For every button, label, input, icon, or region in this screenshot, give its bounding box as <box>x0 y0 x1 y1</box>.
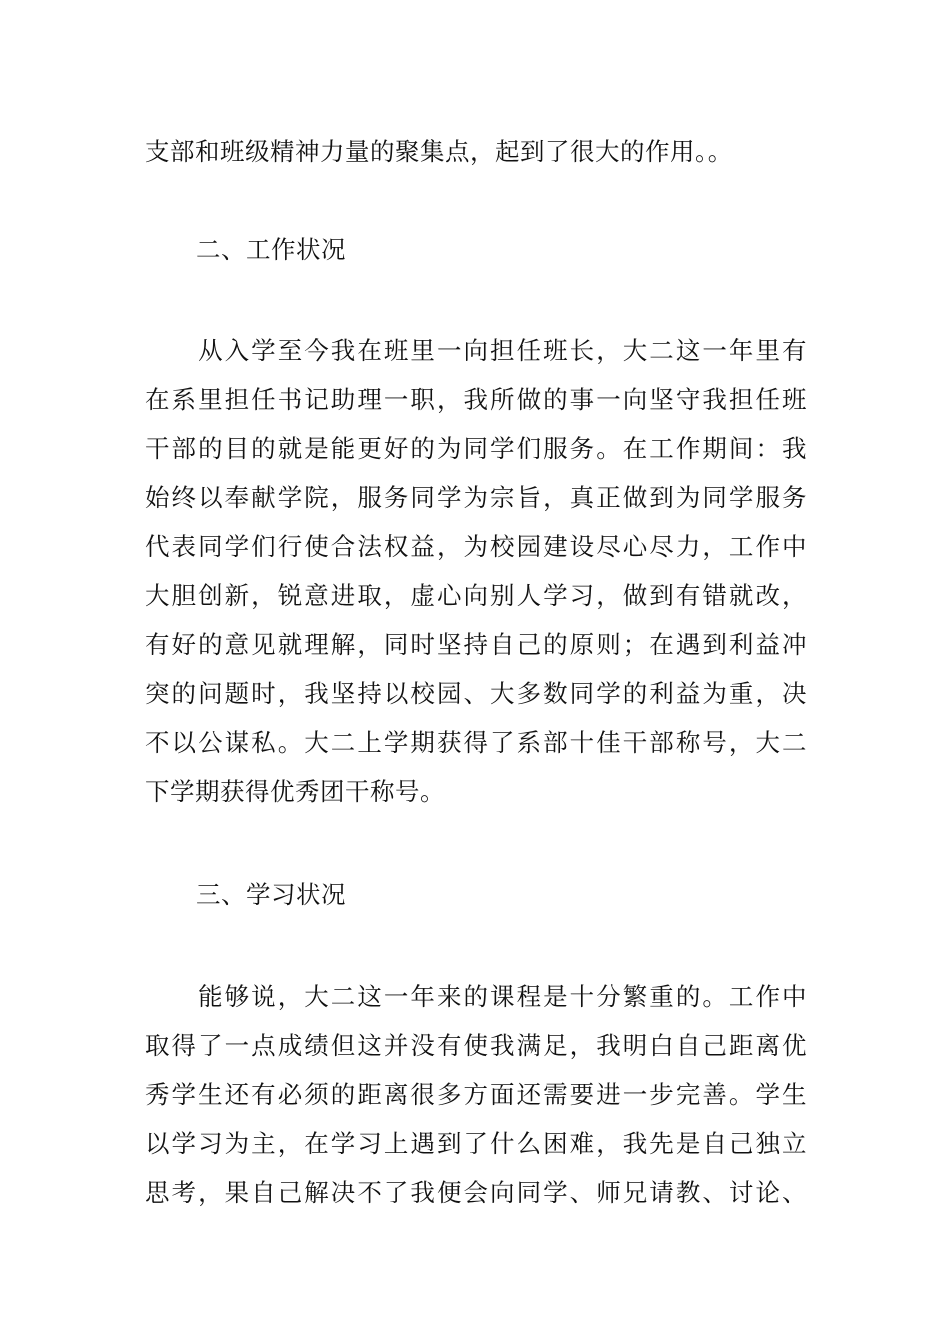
paragraph-line: 不以公谋私。大二上学期获得了系部十佳干部称号，大二 <box>145 728 807 757</box>
paragraph-line: 下学期获得优秀团干称号。 <box>145 777 445 806</box>
paragraph-line: 在系里担任书记助理一职，我所做的事一向坚守我担任班 <box>145 385 807 414</box>
intro-line: 支部和班级精神力量的聚集点，起到了很大的作用。。 <box>145 137 733 166</box>
paragraph-line: 思考，果自己解决不了我便会向同学、师兄请教、讨论、 <box>145 1178 807 1207</box>
section-heading-study: 三、学习状况 <box>196 880 346 909</box>
paragraph-line: 突的问题时，我坚持以校园、大多数同学的利益为重，决 <box>145 679 807 708</box>
paragraph-line: 从入学至今我在班里一向担任班长，大二这一年里有 <box>145 336 807 365</box>
paragraph-line: 大胆创新，锐意进取，虚心向别人学习，做到有错就改， <box>145 581 807 610</box>
paragraph-line: 秀学生还有必须的距离很多方面还需要进一步完善。学生 <box>145 1080 807 1109</box>
paragraph-line: 能够说，大二这一年来的课程是十分繁重的。工作中 <box>145 982 807 1011</box>
paragraph-line: 始终以奉献学院，服务同学为宗旨，真正做到为同学服务 <box>145 483 807 512</box>
paragraph-line: 有好的意见就理解，同时坚持自己的原则；在遇到利益冲 <box>145 630 807 659</box>
section-heading-work: 二、工作状况 <box>196 235 346 264</box>
paragraph-line: 干部的目的就是能更好的为同学们服务。在工作期间：我 <box>145 434 807 463</box>
paragraph-line: 代表同学们行使合法权益，为校园建设尽心尽力，工作中 <box>145 532 807 561</box>
paragraph-line: 以学习为主，在学习上遇到了什么困难，我先是自己独立 <box>145 1129 807 1158</box>
paragraph-line: 取得了一点成绩但这并没有使我满足，我明白自己距离优 <box>145 1031 807 1060</box>
